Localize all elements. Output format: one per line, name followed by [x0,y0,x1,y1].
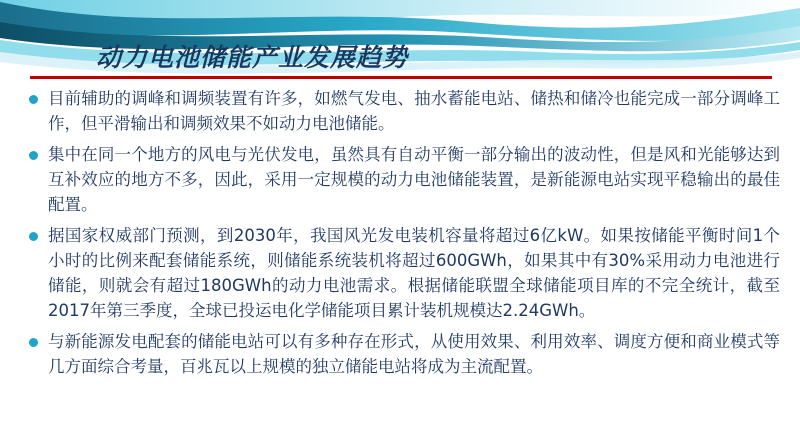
list-item [24,142,780,217]
slide-body [24,86,780,385]
bullet-dot-icon [30,233,37,240]
list-item [24,86,780,136]
bullet-dot-icon [30,152,37,159]
list-item [24,223,780,323]
list-item-text: 集中在同一个地方的风电与光伏发电，虽然具有自动平衡一部分输出的波动性，但是风和光能够达到互补效应的地方不多，因此，采用一定规模的动力电池储能装置，是新能源电站实现平稳输出的最佳配置。 [48,145,780,214]
page-title: 动力电池储能产业发展趋势 [96,43,409,72]
list-item [24,329,780,379]
list-item-text: 与新能源发电配套的储能电站可以有多种存在形式，从使用效果、利用效率、调度方便和商业模式等几方面综合考量，百兆瓦以上规模的独立储能电站将成为主流配置。 [48,332,780,376]
slide-title-area [0,38,800,80]
bullet-dot-icon [30,339,37,346]
list-item-text: 目前辅助的调峰和调频装置有许多，如燃气发电、抽水蓄能电站、储热和储冷也能完成一部分调峰工作，但平滑输出和调频效果不如动力电池储能。 [48,89,780,133]
list-item-text: 据国家权威部门预测，到2030年，我国风光发电装机容量将超过6亿kW。如果按储能平衡时间1个小时的比例来配套储能系统，则储能系统装机将超过600GWh，如果其中有30%采用动力电池进行储能，则就会有超过180GWh的动力电池需求。根据储能联盟全球储能项目库的不完全统计，截至2017年第三季度，全球已投运电化学储能项目累计装机规模达2.24GWh。 [48,226,780,320]
bullet-dot-icon [30,96,37,103]
title-underline-rule [30,76,772,79]
